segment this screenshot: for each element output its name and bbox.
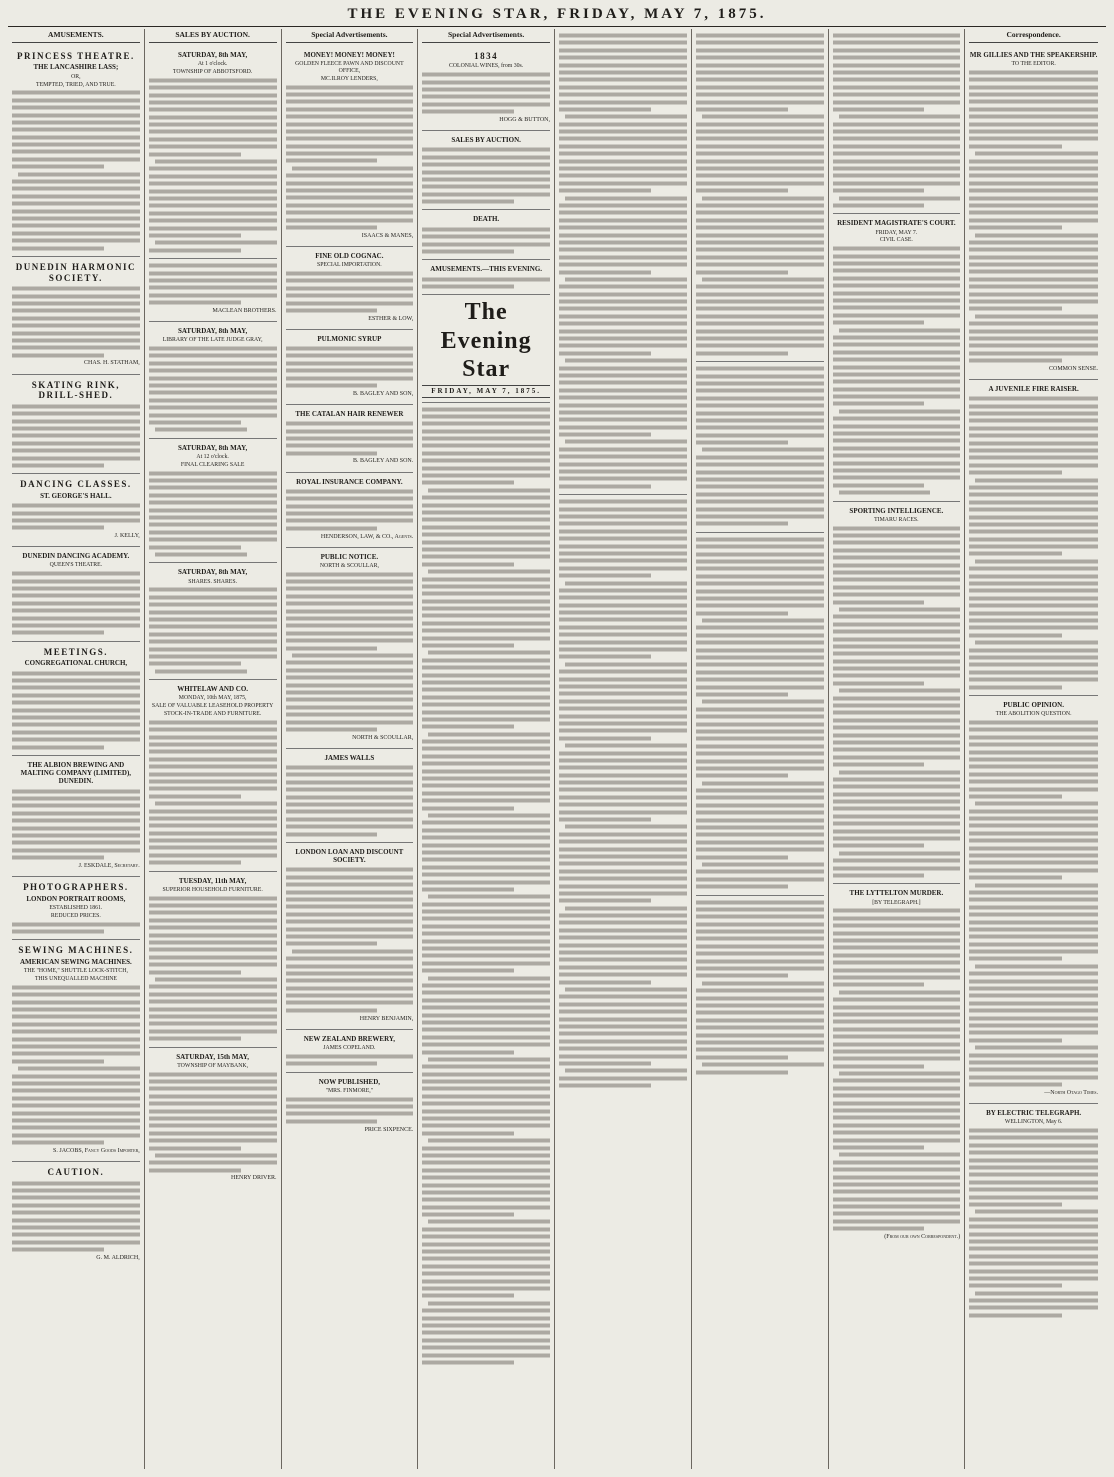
- article-block: [833, 29, 961, 214]
- body-text: [559, 498, 687, 1089]
- article-block: [286, 548, 414, 749]
- block-subtitle: AMERICAN SEWING MACHINES.: [19, 958, 132, 966]
- block-caption: MONDAY, 10th MAY, 1875,: [178, 695, 247, 702]
- block-caption: REDUCED PRICES.: [50, 912, 101, 919]
- body-text: [286, 270, 414, 314]
- article-block: [696, 29, 824, 362]
- block-caption: TOWNSHIP OF ABBOTSFORD.: [172, 68, 253, 75]
- block-caption: TO THE EDITOR.: [1011, 61, 1056, 68]
- block-caption: THE ABOLITION QUESTION.: [995, 711, 1072, 718]
- column-header: Correspondence.: [969, 29, 1098, 43]
- article-block: [969, 380, 1098, 696]
- article-block: [149, 680, 277, 872]
- body-text: [696, 536, 824, 890]
- block-caption: "MRS. FINMORE,": [325, 1087, 374, 1094]
- block-caption: MC.ILROY LENDERS,: [320, 75, 378, 82]
- body-text: [149, 586, 277, 674]
- block-signature: CHAS. H. STATHAM,: [84, 360, 140, 367]
- block-subtitle: DUNEDIN DANCING ACADEMY.: [22, 552, 130, 561]
- article-block: [286, 247, 414, 330]
- body-text: [286, 1096, 414, 1125]
- block-title: DANCING CLASSES.: [20, 479, 132, 490]
- block-caption: JAMES COPELAND.: [323, 1044, 376, 1051]
- body-text: [149, 262, 277, 306]
- column-8: [965, 29, 1102, 1469]
- block-subtitle: AMUSEMENTS.—THIS EVENING.: [430, 265, 543, 274]
- body-text: [833, 32, 961, 209]
- block-subtitle: SATURDAY, 8th MAY,: [178, 568, 248, 577]
- block-caption: COLONIAL WINES, from 30s.: [449, 63, 524, 70]
- block-caption: SPECIAL IMPORTATION.: [317, 262, 382, 269]
- block-signature: HENRY BENJAMIN,: [359, 1015, 414, 1022]
- article-block: [422, 295, 550, 402]
- body-text: [696, 365, 824, 527]
- block-caption: SUPERIOR HOUSEHOLD FURNITURE.: [162, 886, 263, 893]
- body-text: [833, 525, 961, 879]
- block-title: PRINCESS THEATRE.: [17, 50, 135, 61]
- block-caption: THIS UNEQUALLED MACHINE: [34, 976, 117, 983]
- body-text: [12, 788, 140, 861]
- article-block: [286, 405, 414, 473]
- block-subtitle: SATURDAY, 8th MAY,: [178, 326, 248, 335]
- block-subtitle: RESIDENT MAGISTRATE'S COURT.: [837, 219, 956, 228]
- block-subtitle: WHITELAW AND CO.: [177, 685, 249, 694]
- body-text: [833, 907, 961, 1232]
- block-title: PHOTOGRAPHERS.: [23, 882, 129, 893]
- article-block: [559, 29, 687, 495]
- block-title: CAUTION.: [47, 1166, 105, 1177]
- article-block: [149, 259, 277, 322]
- block-caption: NORTH & SCOULLAR,: [319, 562, 379, 569]
- article-block: [969, 1104, 1098, 1323]
- body-text: [12, 570, 140, 636]
- column-header: Special Advertisements.: [286, 29, 414, 43]
- body-text: [422, 71, 550, 115]
- body-text: [149, 345, 277, 433]
- block-subtitle: LONDON PORTRAIT ROOMS,: [26, 894, 126, 903]
- masthead-title: The Evening Star: [440, 299, 532, 382]
- block-signature: S. JACOBS, Fancy Goods Importer,: [53, 1147, 140, 1154]
- page-header: THE EVENING STAR, FRIDAY, MAY 7, 1875.: [8, 4, 1106, 27]
- column-7: [829, 29, 966, 1469]
- body-text: [422, 226, 550, 255]
- block-caption: TIMARU RACES.: [874, 516, 919, 523]
- block-subtitle: SPORTING INTELLIGENCE.: [849, 506, 944, 515]
- block-subtitle: THE CATALAN HAIR RENEWER: [295, 409, 404, 418]
- block-signature: ESTHER & LOW,: [368, 315, 414, 322]
- article-block: [969, 46, 1098, 380]
- article-block: [149, 563, 277, 680]
- block-caption: SHARES. SHARES.: [188, 578, 238, 585]
- block-caption: GOLDEN FLEECE PAWN AND DISCOUNT OFFICE,: [295, 61, 404, 74]
- article-block: [12, 1162, 140, 1268]
- block-signature: HOGG & BUTTON,: [499, 117, 550, 124]
- block-signature: HENDERSON, LAW, & CO., Agents.: [320, 533, 414, 540]
- block-caption: CIVIL CASE.: [879, 237, 913, 244]
- body-text: [12, 1180, 140, 1253]
- body-text: [149, 77, 277, 254]
- block-signature: ISAACS & MANES,: [361, 232, 414, 239]
- block-subtitle: BY ELECTRIC TELEGRAPH.: [986, 1109, 1082, 1117]
- block-subtitle: THE LYTTELTON MURDER.: [849, 889, 944, 898]
- article-block: [149, 439, 277, 564]
- block-signature: B. BAGLEY AND SON,: [352, 390, 414, 397]
- article-block: [286, 749, 414, 843]
- article-block: [12, 756, 140, 877]
- article-block: [422, 260, 550, 295]
- block-caption: [BY TELEGRAPH.]: [872, 899, 921, 906]
- body-text: [149, 470, 277, 558]
- masthead-date: FRIDAY, MAY 7, 1875.: [422, 385, 550, 397]
- block-signature: MACLEAN BROTHERS.: [212, 307, 277, 314]
- article-block: [286, 1073, 414, 1140]
- article-block: [833, 214, 961, 501]
- body-text: [286, 420, 414, 456]
- block-title: 1834: [474, 50, 499, 61]
- body-text: [286, 866, 414, 1013]
- body-text: [149, 719, 277, 866]
- block-subtitle: THE LANCASHIRE LASS;: [33, 63, 119, 72]
- block-caption: WELLINGTON, May 6.: [1004, 1119, 1063, 1126]
- block-subtitle: JAMES WALLS: [324, 753, 375, 762]
- column-6: [692, 29, 829, 1469]
- body-text: [286, 488, 414, 532]
- body-text: [12, 285, 140, 358]
- block-title: SKATING RINK, DRILL-SHED.: [31, 379, 121, 401]
- column-1: [8, 29, 145, 1469]
- body-text: [12, 502, 140, 531]
- article-block: [969, 696, 1098, 1104]
- body-text: [286, 84, 414, 231]
- body-text: [422, 406, 550, 1366]
- block-subtitle: FINE OLD COGNAC.: [315, 251, 384, 260]
- block-caption: SALE OF VALUABLE LEASEHOLD PROPERTY: [151, 703, 274, 710]
- block-signature: COMMON SENSE.: [1048, 365, 1098, 372]
- column-3: [282, 29, 419, 1469]
- body-text: [12, 670, 140, 751]
- article-block: [696, 362, 824, 533]
- block-subtitle: PULMONIC SYRUP: [317, 334, 382, 343]
- block-subtitle: MONEY! MONEY! MONEY!: [303, 50, 395, 59]
- article-block: [149, 46, 277, 259]
- article-block: [422, 46, 550, 131]
- block-subtitle: PUBLIC NOTICE.: [320, 552, 379, 561]
- body-text: [422, 276, 550, 290]
- article-block: [286, 843, 414, 1030]
- article-block: [422, 210, 550, 260]
- block-caption: QUEEN'S THEATRE.: [49, 562, 103, 569]
- body-text: [969, 69, 1098, 364]
- body-text: [12, 403, 140, 469]
- article-block: [286, 46, 414, 247]
- column-4: [418, 29, 555, 1469]
- block-caption: STOCK-IN-TRADE AND FURNITURE.: [163, 710, 262, 717]
- block-subtitle: LONDON LOAN AND DISCOUNT SOCIETY.: [295, 847, 404, 865]
- block-subtitle: A JUVENILE FIRE RAISER.: [988, 385, 1079, 394]
- body-text: [149, 1071, 277, 1174]
- block-signature: B. BAGLEY AND SON.: [352, 458, 414, 465]
- block-subtitle: SALES BY AUCTION.: [451, 136, 521, 145]
- block-signature: G. M. ALDRICH,: [96, 1254, 140, 1261]
- block-caption: FINAL CLEARING SALE: [180, 461, 245, 468]
- body-text: [286, 571, 414, 733]
- article-block: [833, 884, 961, 1247]
- block-caption: At 12 o'clock.: [196, 453, 229, 460]
- block-subtitle: PUBLIC OPINION.: [1003, 700, 1064, 709]
- block-caption: TOWNSHIP OF MAYBANK,: [177, 1062, 249, 1069]
- block-subtitle: SATURDAY, 8th MAY,: [178, 50, 248, 59]
- block-caption: OR,: [71, 73, 81, 80]
- block-subtitle: NEW ZEALAND BREWERY,: [303, 1034, 396, 1043]
- block-caption: FRIDAY, MAY 7.: [875, 229, 918, 236]
- block-caption: THE "HOME," SHUTTLE LOCK-STITCH,: [23, 968, 128, 975]
- block-caption: LIBRARY OF THE LATE JUDGE GRAY,: [162, 337, 263, 344]
- article-block: [149, 322, 277, 439]
- body-text: [12, 89, 140, 251]
- block-subtitle: DEATH.: [473, 215, 500, 224]
- body-text: [969, 395, 1098, 690]
- block-subtitle: NOW PUBLISHED,: [318, 1077, 381, 1086]
- article-block: [422, 131, 550, 210]
- column-5: [555, 29, 692, 1469]
- block-subtitle: SATURDAY, 8th MAY,: [178, 443, 248, 452]
- block-caption: At 1 o'clock.: [197, 61, 228, 68]
- block-title: SEWING MACHINES.: [18, 945, 134, 956]
- block-title: MEETINGS.: [43, 646, 108, 657]
- column-2: [145, 29, 282, 1469]
- article-block: [12, 474, 140, 547]
- body-text: [969, 719, 1098, 1088]
- block-signature: J. KELLY,: [114, 533, 140, 540]
- article-block: [12, 940, 140, 1162]
- article-block: [12, 257, 140, 375]
- article-block: [696, 533, 824, 896]
- block-title: DUNEDIN HARMONIC SOCIETY.: [15, 261, 136, 283]
- article-block: [12, 46, 140, 257]
- body-text: [422, 146, 550, 205]
- article-block: [422, 403, 550, 1371]
- block-signature: —North Otago Times.: [1044, 1089, 1098, 1096]
- block-signature: J. ESKDALE, Secretary.: [78, 863, 140, 870]
- body-text: [12, 984, 140, 1146]
- body-text: [286, 1053, 414, 1067]
- article-block: [286, 330, 414, 405]
- block-caption: ESTABLISHED 1861.: [49, 904, 103, 911]
- body-text: [286, 764, 414, 837]
- article-block: [286, 473, 414, 548]
- block-subtitle: THE ALBION BREWING AND MALTING COMPANY (LIMITED), DUNEDIN.: [20, 760, 132, 786]
- block-signature: HENRY DRIVER.: [231, 1175, 277, 1182]
- block-subtitle: ROYAL INSURANCE COMPANY.: [296, 477, 403, 486]
- article-block: [286, 1030, 414, 1073]
- article-block: [559, 495, 687, 1093]
- newspaper-masthead: [422, 298, 550, 397]
- block-subtitle: SATURDAY, 15th MAY,: [176, 1052, 249, 1061]
- column-header: Special Advertisements.: [422, 29, 550, 43]
- article-block: [12, 375, 140, 475]
- article-block: [149, 1048, 277, 1189]
- block-signature: NORTH & SCOULLAR,: [352, 734, 414, 741]
- block-subtitle: MR GILLIES AND THE SPEAKERSHIP.: [969, 50, 1098, 59]
- block-signature: PRICE SIXPENCE.: [364, 1126, 414, 1133]
- block-subtitle: ST. GEORGE'S HALL.: [40, 491, 112, 500]
- article-block: [696, 896, 824, 1080]
- body-text: [286, 345, 414, 389]
- article-block: [12, 547, 140, 642]
- body-text: [149, 895, 277, 1042]
- body-text: [559, 32, 687, 490]
- body-text: [12, 921, 140, 935]
- block-caption: TEMPTED, TRIED, AND TRUE.: [36, 81, 116, 88]
- article-block: [833, 502, 961, 885]
- body-text: [833, 245, 961, 496]
- column-header: SALES BY AUCTION.: [149, 29, 277, 43]
- column-header: AMUSEMENTS.: [12, 29, 140, 43]
- block-subtitle: CONGREGATIONAL CHURCH,: [24, 659, 128, 668]
- body-text: [696, 32, 824, 357]
- article-block: [12, 877, 140, 940]
- block-signature: (From our own Correspondent.): [884, 1234, 961, 1241]
- body-text: [696, 899, 824, 1076]
- body-text: [969, 1127, 1098, 1319]
- columns: [8, 29, 1106, 1469]
- article-block: [12, 642, 140, 756]
- article-block: [149, 872, 277, 1048]
- block-subtitle: TUESDAY, 11th MAY,: [178, 876, 247, 885]
